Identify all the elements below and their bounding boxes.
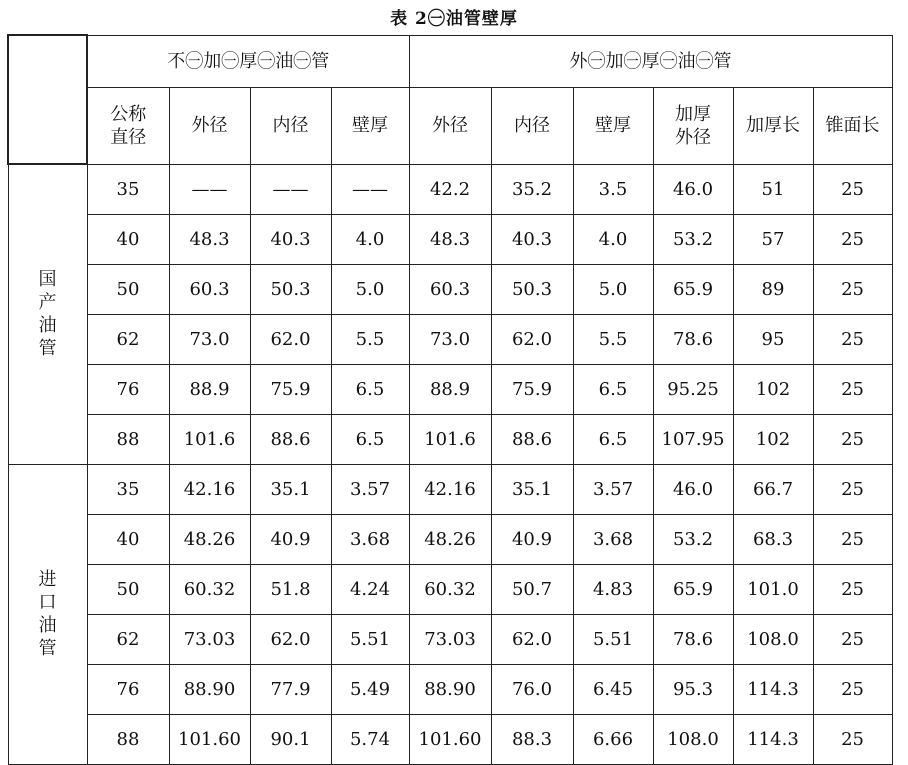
section-label-char: 管 [38,338,57,360]
table-cell: 3.57 [331,464,409,514]
table-row [8,214,892,264]
table-cell: 35 [87,464,169,514]
table-cell: 5.51 [331,614,409,664]
table-cell: 65.9 [653,264,733,314]
table-cell: 3.68 [331,514,409,564]
table-cell: 77.9 [250,664,331,714]
header-taper-length: 锥面长 [813,87,892,164]
table-cell: 68.3 [733,514,813,564]
table-cell: —— [169,164,250,214]
table-cell: 40.3 [491,214,573,264]
header-outer-diameter: 外径 [409,87,491,164]
table-cell: 107.95 [653,414,733,464]
table-cell: 73.03 [409,614,491,664]
table-cell: 50.3 [250,264,331,314]
table-cell: 25 [813,364,892,414]
tubing-wall-thickness-table [7,34,893,765]
table-cell: 35.1 [250,464,331,514]
table-row [8,264,892,314]
table-cell: 53.2 [653,514,733,564]
table-cell: 88 [87,414,169,464]
table-row [8,414,892,464]
table-cell: 62.0 [250,314,331,364]
table-cell: 5.51 [573,614,653,664]
table-cell: 40.9 [491,514,573,564]
section-label-char: 油 [38,315,57,337]
table-cell: 4.24 [331,564,409,614]
table-cell: 76 [87,664,169,714]
table-cell: 5.0 [573,264,653,314]
table-cell: 40.9 [250,514,331,564]
table-cell: 35 [87,164,169,214]
section-label-char: 产 [38,292,57,314]
header-thickened-length: 加厚长 [733,87,813,164]
table-cell: 25 [813,264,892,314]
header-thickened-tubing: 外㊀加㊀厚㊀油㊀管 [409,35,892,87]
table-cell: 5.5 [331,314,409,364]
table-cell: 46.0 [653,464,733,514]
table-cell: 62.0 [250,614,331,664]
header-thickened-outer-diameter: 加厚 外径 [653,87,733,164]
table-cell: 42.2 [409,164,491,214]
table-cell: 95.25 [653,364,733,414]
table-cell: 88.9 [409,364,491,414]
table-cell: 102 [733,414,813,464]
table-cell: 3.57 [573,464,653,514]
table-cell: 75.9 [250,364,331,414]
table-cell: 5.5 [573,314,653,364]
table-cell: 42.16 [409,464,491,514]
table-cell: 51 [733,164,813,214]
table-row [8,564,892,614]
table-cell: 5.74 [331,714,409,764]
table-cell: 108.0 [733,614,813,664]
table-cell: 53.2 [653,214,733,264]
table-cell: 88.6 [491,414,573,464]
table-cell: 88 [87,714,169,764]
table-cell: 57 [733,214,813,264]
table-cell: 90.1 [250,714,331,764]
table-cell: 6.5 [573,414,653,464]
table-cell: 25 [813,514,892,564]
header-nominal-diameter: 公称 直径 [87,87,169,164]
table-row [8,714,892,764]
table-cell: 25 [813,614,892,664]
table-cell: 6.66 [573,714,653,764]
table-cell: 73.0 [409,314,491,364]
table-cell: 78.6 [653,314,733,364]
table-row [8,364,892,414]
table-cell: 48.3 [409,214,491,264]
header-unthickened-tubing: 不㊀加㊀厚㊀油㊀管 [87,35,409,87]
table-cell: 75.9 [491,364,573,414]
section-label-char: 油 [38,615,57,636]
table-cell: 60.32 [169,564,250,614]
table-cell: 62.0 [491,314,573,364]
table-row [8,164,892,214]
table-row [8,314,892,364]
section-label [8,164,87,464]
table-cell: 25 [813,464,892,514]
table-cell: 35.1 [491,464,573,514]
table-cell: 101.6 [169,414,250,464]
table-cell: 62 [87,614,169,664]
table-cell: —— [250,164,331,214]
table-cell: 108.0 [653,714,733,764]
table-cell: 25 [813,414,892,464]
table-cell: 6.5 [331,364,409,414]
table-cell: 78.6 [653,614,733,664]
table-cell: 25 [813,664,892,714]
table-cell: 48.3 [169,214,250,264]
table-cell: 40 [87,214,169,264]
table-cell: 62 [87,314,169,364]
table-cell: 76 [87,364,169,414]
table-caption: 表 2㊀油管壁厚 [390,9,518,29]
table-cell: 60.3 [409,264,491,314]
table-cell: 40.3 [250,214,331,264]
table-cell: 114.3 [733,664,813,714]
table-cell: 50.7 [491,564,573,614]
table-cell: 60.3 [169,264,250,314]
table-cell: 51.8 [250,564,331,614]
table-cell: 25 [813,314,892,364]
header-wall-thickness: 壁厚 [573,87,653,164]
header-inner-diameter: 内径 [250,87,331,164]
table-cell: 25 [813,164,892,214]
section-label-char: 口 [38,592,57,613]
header-wall-thickness: 壁厚 [331,87,409,164]
table-row [8,664,892,714]
table-cell: 50 [87,564,169,614]
table-cell: 88.3 [491,714,573,764]
section-label-char: 管 [38,638,57,659]
table-row [8,464,892,514]
table-cell: 62.0 [491,614,573,664]
table-row [8,614,892,664]
table-cell: 40 [87,514,169,564]
table-cell: 95.3 [653,664,733,714]
table-cell: 101.60 [169,714,250,764]
table-row [8,514,892,564]
table-cell: 48.26 [409,514,491,564]
table-cell: 50 [87,264,169,314]
table-cell: 73.0 [169,314,250,364]
corner-cell [8,35,87,164]
table-cell: 4.0 [331,214,409,264]
table-cell: 3.68 [573,514,653,564]
table-cell: —— [331,164,409,214]
table-cell: 6.5 [573,364,653,414]
header-inner-diameter: 内径 [491,87,573,164]
table-cell: 101.0 [733,564,813,614]
table-cell: 65.9 [653,564,733,614]
table-cell: 6.45 [573,664,653,714]
table-cell: 35.2 [491,164,573,214]
table-cell: 76.0 [491,664,573,714]
table-cell: 101.60 [409,714,491,764]
table-cell: 89 [733,264,813,314]
table-cell: 102 [733,364,813,414]
column-header-row [8,87,892,164]
table-cell: 88.6 [250,414,331,464]
table-cell: 50.3 [491,264,573,314]
table-cell: 25 [813,564,892,614]
section-label [8,464,87,764]
table-cell: 3.5 [573,164,653,214]
table-cell: 101.6 [409,414,491,464]
table-cell: 60.32 [409,564,491,614]
table-cell: 42.16 [169,464,250,514]
group-header-row [8,35,892,87]
table-cell: 88.90 [409,664,491,714]
table-cell: 6.5 [331,414,409,464]
table-cell: 5.49 [331,664,409,714]
section-label-char: 国 [38,269,57,291]
table-cell: 95 [733,314,813,364]
header-outer-diameter: 外径 [169,87,250,164]
table-cell: 25 [813,214,892,264]
table-cell: 5.0 [331,264,409,314]
section-label-char: 进 [38,569,57,590]
table-cell: 4.0 [573,214,653,264]
table-cell: 48.26 [169,514,250,564]
table-cell: 88.9 [169,364,250,414]
table-cell: 4.83 [573,564,653,614]
table-cell: 114.3 [733,714,813,764]
table-cell: 25 [813,714,892,764]
table-cell: 46.0 [653,164,733,214]
table-cell: 73.03 [169,614,250,664]
table-cell: 88.90 [169,664,250,714]
table-cell: 66.7 [733,464,813,514]
